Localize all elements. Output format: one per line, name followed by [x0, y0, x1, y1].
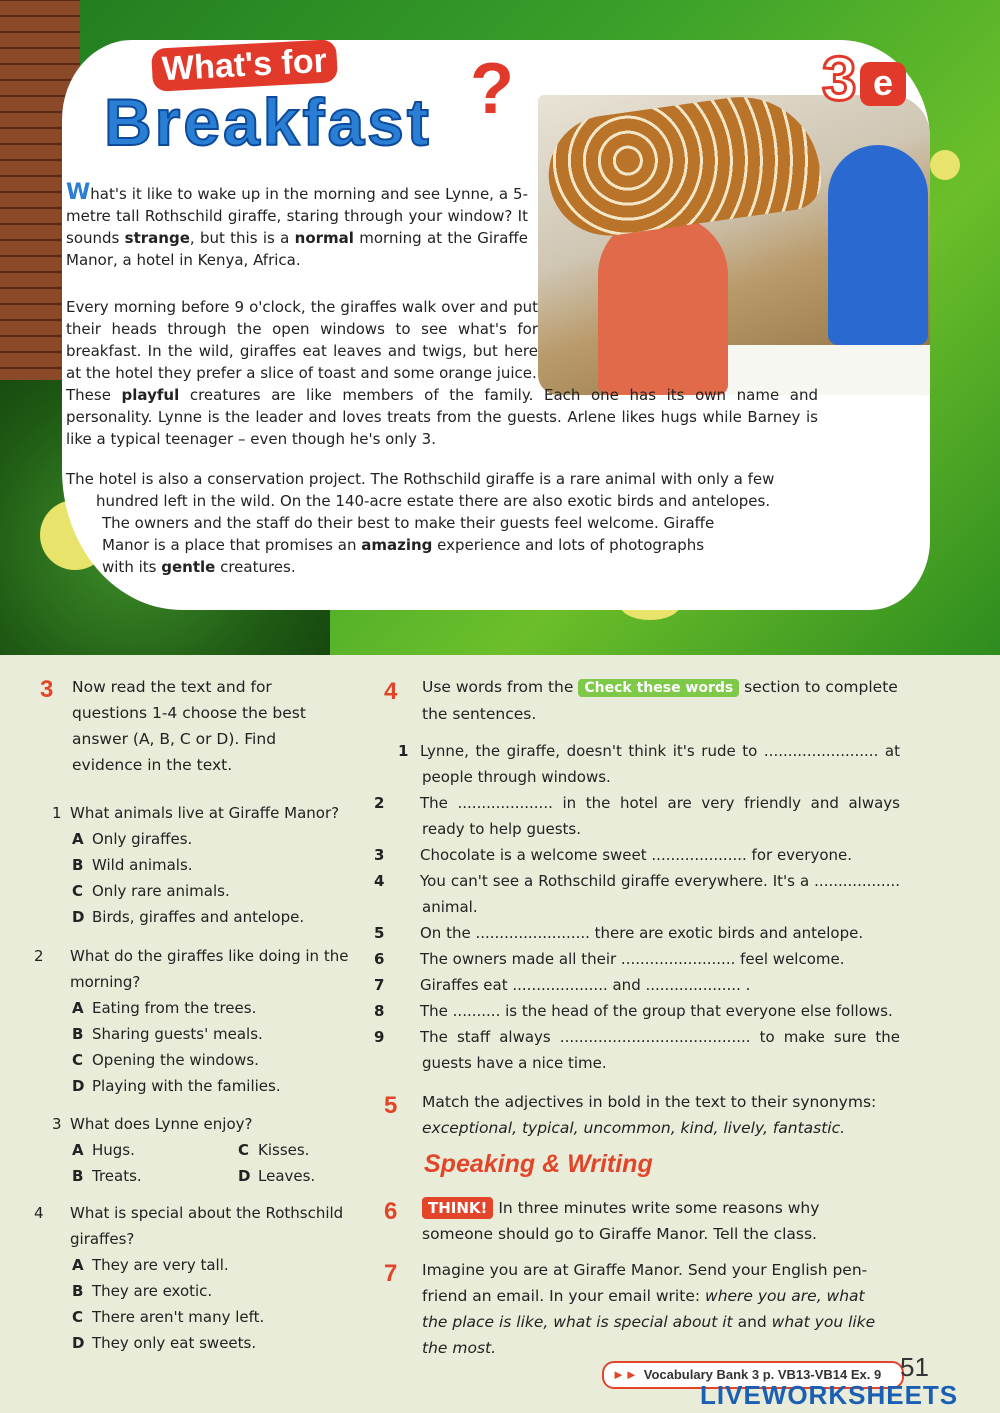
exercise-3-instruction: Now read the text and for questions 1-4 choose the best answer (A, B, C or D). Find evidence in the text. — [72, 678, 306, 774]
bold-adjective: gentle — [161, 558, 216, 576]
drop-cap: W — [66, 180, 91, 205]
vocabulary-bank-link[interactable]: ►► Vocabulary Bank 3 p. VB13-VB14 Ex. 9 — [602, 1361, 904, 1389]
exercise-6-number: 6 — [384, 1198, 398, 1225]
exercise-4-instruction: Use words from the Check these words section to complete the sentences. — [422, 678, 898, 723]
exercise-7-number: 7 — [384, 1260, 398, 1287]
sentence-item: 8 The .......... is the head of the group that everyone else follows. — [374, 1002, 893, 1020]
speaking-writing-heading: Speaking & Writing — [424, 1150, 653, 1178]
answer-option[interactable]: D Leaves. — [238, 1167, 316, 1185]
answer-option[interactable]: C Only rare animals. — [72, 882, 230, 900]
answer-option[interactable]: B Sharing guests' meals. — [72, 1025, 263, 1043]
synonyms-list: exceptional, typical, uncommon, kind, lively, fantastic. — [422, 1119, 846, 1137]
unit-letter: e — [860, 62, 906, 106]
answer-option[interactable]: B Wild animals. — [72, 856, 193, 874]
reading-paragraph-2-cont: These playful creatures are like members of the family. Each one has its own name and personality. Lynne is the leader and loves treats from the guests. Arlene likes hugs while Barney is like a typical teenager – even though he's only 3. — [66, 386, 818, 448]
arrow-right-icon: ►► — [612, 1367, 638, 1382]
exercise-7-instruction: Imagine you are at Giraffe Manor. Send your English pen-friend an email. In your email write: where you are, what the place is like, what is special about it and what you like the most. — [422, 1261, 876, 1357]
exercise-4-sentences — [374, 738, 900, 1076]
answer-option[interactable]: D They only eat sweets. — [72, 1334, 257, 1352]
sentence-item: 3 Chocolate is a welcome sweet .................... for everyone. — [374, 846, 852, 864]
sentence-item: 5 On the ........................ there are exotic birds and antelope. — [374, 924, 864, 942]
liveworksheets-logo: LIVEWORKSHEETS — [700, 1380, 959, 1410]
page-number: 51 — [900, 1352, 929, 1382]
sentence-item: 9 The staff always ........................................ to make sure the guests have a nice time. — [374, 1028, 900, 1072]
sentence-item: 7 Giraffes eat .................... and .................... . — [374, 976, 751, 994]
bold-adjective: normal — [294, 229, 354, 247]
answer-option[interactable]: C Kisses. — [238, 1141, 310, 1159]
reading-paragraph-1: What's it like to wake up in the morning and see Lynne, a 5-metre tall Rothschild giraffe, staring through your window? It sounds strange, but this is a normal morning at the Giraffe Manor, a hotel in Kenya, Africa. — [66, 180, 528, 269]
sentence-item: 6 The owners made all their ........................ feel welcome. — [374, 950, 845, 968]
sentence-item: 1 Lynne, the giraffe, doesn't think it's rude to ........................ at people through windows. — [398, 742, 900, 786]
exercise-5-number: 5 — [384, 1092, 398, 1119]
bold-adjective: strange — [124, 229, 190, 247]
unit-badge — [822, 45, 906, 114]
answer-option[interactable]: B Treats. — [72, 1167, 142, 1185]
bold-adjective: amazing — [361, 536, 433, 554]
exercise-3-question-1: 1 What animals live at Giraffe Manor? A Only giraffes. B Wild animals. C Only rare animals. D Birds, giraffes and antelope. — [52, 800, 352, 930]
exercise-5-instruction: Match the adjectives in bold in the text to their synonyms: exceptional, typical, uncommon, kind, lively, fantastic. — [422, 1089, 907, 1141]
reading-paragraph-2: Every morning before 9 o'clock, the giraffes walk over and put their heads through the open windows to see what's for breakfast. In the wild, giraffes eat leaves and twigs, but here at the hotel they prefer a slice of toast and some orange juice. — [66, 298, 538, 382]
top-banner — [0, 0, 1000, 655]
title-question-mark: ? — [470, 49, 514, 129]
exercise-3-question-2: 2 What do the giraffes like doing in the morning? A Eating from the trees. B Sharing guests' meals. C Opening the windows. D Playing with the families. — [52, 943, 352, 1099]
answer-option[interactable]: B They are exotic. — [72, 1282, 213, 1300]
answer-option[interactable]: D Playing with the families. — [72, 1077, 281, 1095]
answer-option[interactable]: A They are very tall. — [72, 1256, 229, 1274]
answer-option[interactable]: D Birds, giraffes and antelope. — [72, 908, 305, 926]
unit-number: 3 — [822, 45, 857, 114]
giraffe-image — [541, 95, 825, 243]
think-badge: THINK! — [422, 1197, 493, 1219]
title-line-2: Breakfast — [104, 85, 432, 159]
answer-option[interactable]: C Opening the windows. — [72, 1051, 259, 1069]
sentence-item: 4 You can't see a Rothschild giraffe everywhere. It's a .................. animal. — [374, 872, 900, 916]
splash-decoration — [930, 150, 960, 180]
check-these-words-badge: Check these words — [578, 679, 739, 697]
exercise-4-number: 4 — [384, 678, 398, 705]
woman-image — [598, 215, 728, 395]
man-image — [828, 145, 928, 345]
title-line-1: What's for — [151, 39, 338, 92]
exercise-3-question-3: 3 What does Lynne enjoy? A Hugs. C Kisses. B Treats. D Leaves. — [52, 1111, 352, 1189]
answer-option[interactable]: A Only giraffes. — [72, 830, 193, 848]
sentence-item: 2 The .................... in the hotel are very friendly and always ready to help guests. — [374, 794, 900, 838]
exercise-3-question-4: 4 What is special about the Rothschild giraffes? A They are very tall. B They are exotic. C There aren't many left. D They only eat sweets. — [52, 1200, 352, 1356]
exercise-6-instruction: THINK! In three minutes write some reasons why someone should go to Giraffe Manor. Tell the class. — [422, 1199, 820, 1243]
answer-option[interactable]: C There aren't many left. — [72, 1308, 265, 1326]
bold-adjective: playful — [121, 386, 180, 404]
exercise-3-number: 3 — [40, 676, 54, 703]
answer-option[interactable]: A Eating from the trees. — [72, 999, 257, 1017]
reading-paragraph-3: The hotel is also a conservation project. The Rothschild giraffe is a rare animal with only a few hundred left in the wild. On the 140-acre estate there are also exotic birds and antelopes. The owners and the staff do their best to make their guests feel welcome. Giraffe Manor is a place that promises an amazing experience and lots of photographs with its gentle creatures. — [66, 470, 775, 576]
giraffe-breakfast-photo — [538, 95, 930, 395]
answer-option[interactable]: A Hugs. — [72, 1141, 135, 1159]
